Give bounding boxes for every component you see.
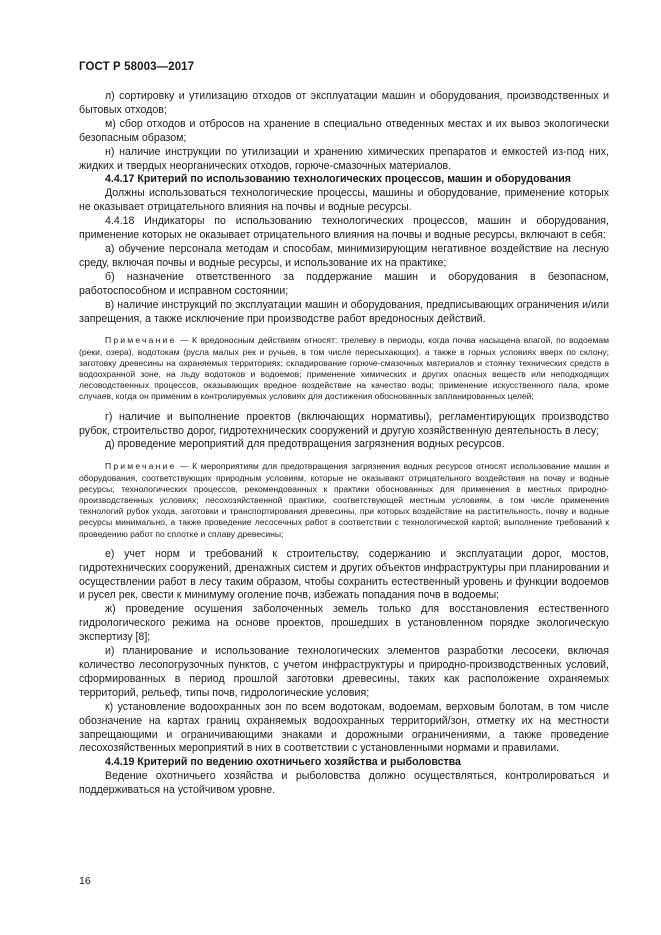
list-item-m: м) сбор отходов и отбросов на хранение в специально отведенных местах и их вывоз экологически безопасным образом; — [79, 117, 609, 144]
list-item-d: д) проведение мероприятий для предотвращения загрязнения водных ресурсов. — [105, 438, 505, 451]
list-item-k: к) установление водоохранных зон по всем водотокам, водоемам, верховым болотам, в том числе обозначение на картах границ охраняемых водоохранных территорий/зон, отметку их на местности запрещающими и ограничивающими знаками и дорожными ограничениями, а также проведение лесохозяйственных мероприятий в них в соответствии с установленными нормами и правилами. — [79, 700, 609, 755]
section-4-4-18-text: 4.4.18 Индикаторы по использованию технологических процессов, машин и оборудования, применение которых не оказывает отрицательного влияния на почвы и водные ресурсы, включают в себя: — [79, 215, 609, 242]
list-item-b: б) назначение ответственного за поддержание машин и оборудования в безопасном, работоспособном и исправном состоянии; — [79, 270, 609, 297]
list-item-e: е) учет норм и требований к строительству, содержанию и эксплуатации дорог, мостов, гидротехнических сооружений, дренажных систем и других объектов инфраструктуры при планировании и осуществлении работ в лесу таким образом, чтобы сохранить естественный уровень и функции водоемов и русел рек, свести к минимуму оголение почв, избежать попадания почв в водоемы; — [79, 547, 609, 602]
list-item-i: и) планирование и использование технологических элементов разработки лесосеки, включая количество лесопогрузочных пунктов, с учетом инфраструктуры и природно-производственных условий, сформированных в период прошлой заготовки древесины, таких как расположение охраняемых территорий, рельеф, типы почв, гидрологические условия; — [79, 645, 609, 699]
document-code-header: ГОСТ Р 58003—2017 — [79, 61, 195, 73]
list-item-v: в) наличие инструкций по эксплуатации машин и оборудования, предписывающих ограничения и/или запрещения, а также исключение при производстве работ вредоносных действий. — [79, 298, 609, 325]
list-item-g: г) наличие и выполнение проектов (включающих нормативы), регламентирующих производство рубок, строительство дорог, гидротехнических сооружений и другую хозяйственную деятельность в лесу; — [79, 410, 609, 437]
page-body — [79, 90, 609, 798]
list-item-zh: ж) проведение осушения заболоченных земель только для восстановления естественного гидрологического режима на основе проектов, прошедших в установленном порядке экологическую экспертизу [8]; — [79, 603, 609, 644]
page-number: 16 — [79, 875, 91, 887]
note-label: Примечание — [105, 461, 177, 472]
section-4-4-19-text: Ведение охотничьего хозяйства и рыболовства должно осуществляться, контролироваться и поддерживаться на устойчивом уровне. — [79, 770, 609, 797]
note-text: — К мероприятиям для предотвращения загрязнения водных ресурсов относят использование машин и оборудования, соответствующих природным условиям, которые не оказывают отрицательного воздействия на почву и водные ресурсы; технологических процессов, рекомендованных к практики обоснованных для применения в местных природно-производственных условиях; лесохозяйственной практики, соответствующей местным условиям, в том числе применения технологий рубок ухода, заготовки и транспортирования древесины, при которых воздействие на растительность, почву и водные ресурсы минимально, а также проведение лесосечных работ в соответствии с технологической картой; выполнение требований к проведению работ по сплотке и сплаву древесины; — [79, 461, 609, 539]
section-4-4-17-text: Должны использоваться технологические процессы, машины и оборудование, применение которых не оказывает отрицательного влияния на почвы и водные ресурсы. — [79, 187, 609, 214]
list-item-l: л) сортировку и утилизацию отходов от эксплуатации машин и оборудования, производственных и бытовых отходов; — [79, 90, 609, 116]
list-item-n: н) наличие инструкции по утилизации и хранению химических препаратов и емкостей из-под них, жидких и твердых неорганических отходов, горюче-смазочных материалов. — [79, 145, 609, 172]
note-label: Примечание — [105, 335, 177, 346]
section-heading-4-4-19: 4.4.19 Критерий по ведению охотничьего хозяйства и рыболовства — [105, 756, 461, 769]
note-text: — К вредоносным действиям относят: трелевку в периоды, когда почва насыщена влагой, по водоемам (реки, озера), водотокам (русла малых рек и ручьев, в том числе пересыхающих), а также в горных условиях вверх по склону; заготовку древесины на охраняемых территориях; складирование горюче-смазочных материалов и стоянку технических средств в водоохранной зоне, на льду водотоков и водоемов; применение химических и других опасных веществ или неподходящих лесоводственных процессов, оказывающих вредное воздействие на качество воды; применение искусственного пала, кроме случаев, когда он применим в контролируемых условиях для достижения обоснованных запланированных целей; — [79, 335, 609, 402]
note-water-protection — [79, 461, 609, 539]
list-item-a: а) обучение персонала методам и способам, минимизирующим негативное воздействие на лесную среду, включая почвы и водные ресурсы, и использование их на практике; — [79, 242, 609, 269]
section-heading-4-4-17: 4.4.17 Критерий по использованию технологических процессов, машин и оборудования — [105, 173, 571, 186]
note-harmful-actions — [79, 335, 609, 402]
